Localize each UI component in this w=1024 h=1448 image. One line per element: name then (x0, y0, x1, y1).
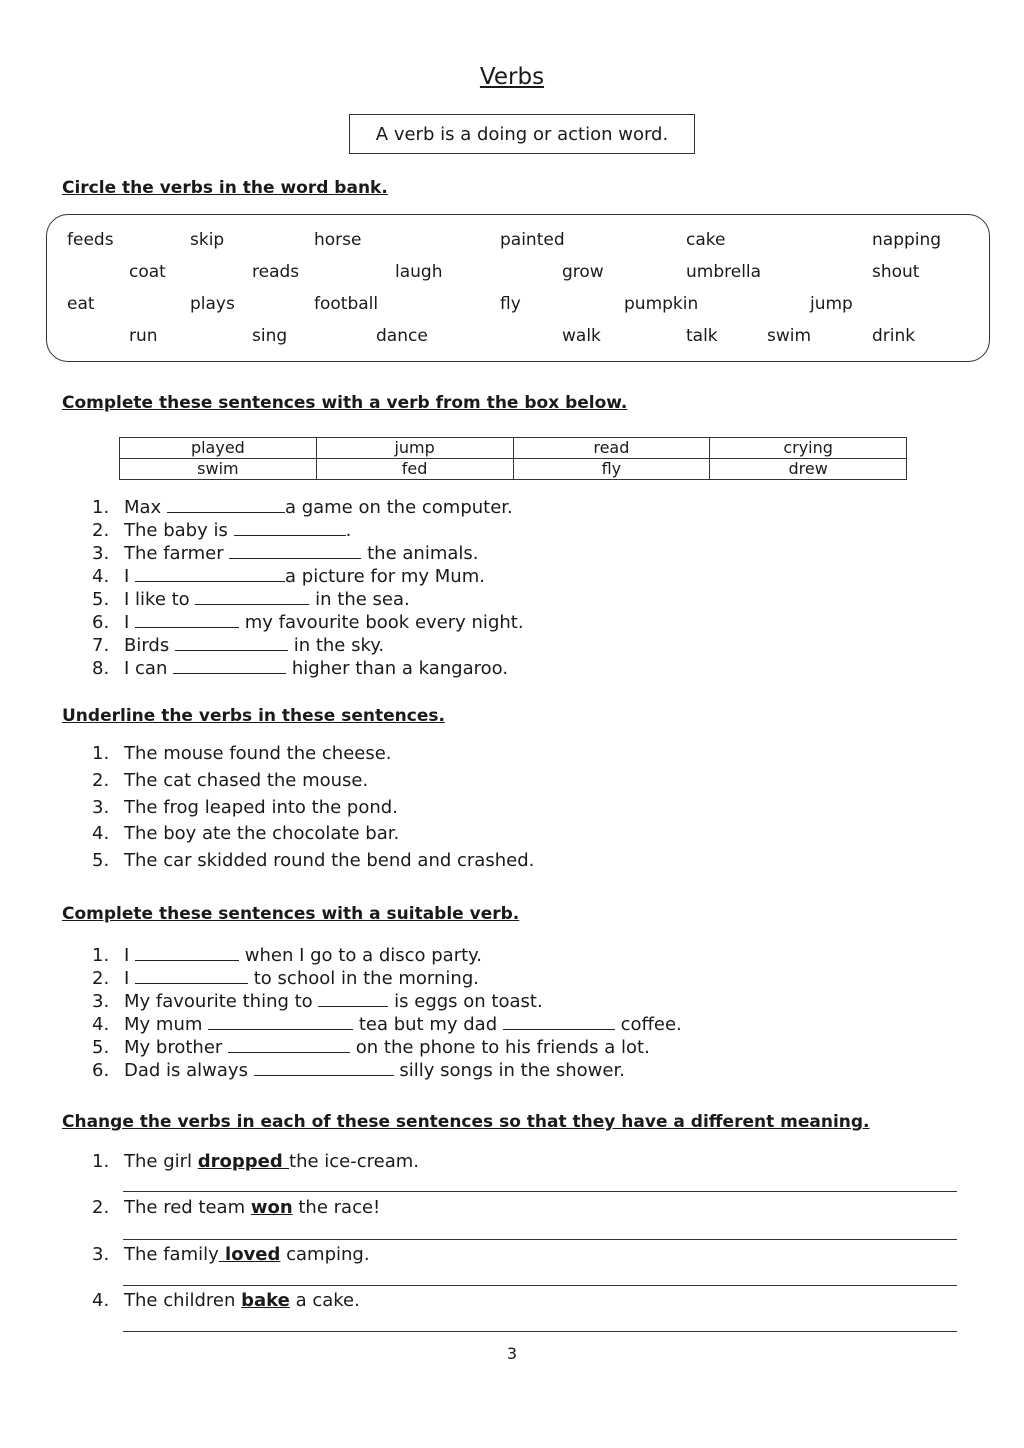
item-text: on the phone to his friends a lot. (350, 1037, 650, 1058)
item-number: 2. (92, 520, 110, 541)
verb-choice-cell: read (513, 438, 710, 459)
list-item (92, 635, 384, 656)
word-bank-word[interactable]: talk (686, 326, 718, 346)
word-bank-word[interactable]: fly (500, 294, 521, 314)
list-item (92, 850, 534, 871)
verb-choice-table (119, 437, 907, 480)
highlighted-verb: dropped (197, 1151, 290, 1172)
item-text: higher than a kangaroo. (286, 658, 509, 679)
list-item (92, 1197, 380, 1218)
item-number: 1. (92, 497, 110, 518)
answer-blank[interactable] (135, 969, 248, 984)
item-number: 5. (92, 1037, 110, 1058)
item-text: to school in the morning. (248, 968, 479, 989)
word-bank-word[interactable]: pumpkin (624, 294, 699, 314)
item-text: The family (124, 1244, 219, 1265)
highlighted-verb: won (250, 1197, 293, 1218)
item-text: I like to (124, 589, 196, 610)
item-text: My favourite thing to (124, 991, 319, 1012)
word-bank-word[interactable]: drink (872, 326, 916, 346)
answer-line[interactable] (123, 1285, 957, 1286)
item-text: The boy ate the chocolate bar. (124, 823, 400, 844)
item-number: 2. (92, 770, 110, 791)
item-text: the race! (292, 1197, 381, 1218)
item-text: The red team (124, 1197, 251, 1218)
verb-choice-cell: fly (513, 459, 710, 480)
item-number: 4. (92, 566, 110, 587)
answer-blank[interactable] (254, 1061, 394, 1076)
item-text: a picture for my Mum. (285, 566, 485, 587)
definition-box: A verb is a doing or action word. (349, 114, 695, 154)
list-item (92, 543, 478, 564)
item-text: when I go to a disco party. (239, 945, 482, 966)
list-item (92, 1014, 682, 1035)
word-bank-word[interactable]: eat (67, 294, 95, 314)
item-number: 2. (92, 1197, 110, 1218)
item-text: a game on the computer. (284, 497, 513, 518)
page-title: Verbs (479, 64, 545, 90)
heading-suitable-verb: Complete these sentences with a suitable verb. (62, 904, 520, 924)
item-text: camping. (280, 1244, 370, 1265)
item-text: . (345, 520, 352, 541)
item-text: The farmer (124, 543, 230, 564)
answer-blank[interactable] (208, 1015, 353, 1030)
list-item (92, 566, 485, 587)
item-text: My mum (124, 1014, 209, 1035)
item-number: 7. (92, 635, 110, 656)
answer-blank[interactable] (135, 567, 285, 582)
verb-choice-cell: crying (710, 438, 907, 459)
item-number: 6. (92, 1060, 110, 1081)
answer-blank[interactable] (234, 521, 346, 536)
item-text: silly songs in the shower. (393, 1060, 625, 1081)
item-text: The baby is (124, 520, 234, 541)
item-text: The girl (124, 1151, 198, 1172)
highlighted-verb: bake (241, 1290, 290, 1311)
item-number: 1. (92, 1151, 110, 1172)
list-item (92, 520, 351, 541)
item-text: Birds (124, 635, 175, 656)
list-item (92, 658, 508, 679)
word-bank-word[interactable]: skip (190, 230, 225, 250)
answer-blank[interactable] (318, 992, 388, 1007)
word-bank-word[interactable]: laugh (395, 262, 443, 282)
answer-line[interactable] (123, 1191, 957, 1192)
verb-choice-cell: swim (120, 459, 317, 480)
list-item (92, 743, 392, 764)
item-text: Max (124, 497, 167, 518)
word-bank-word[interactable]: cake (686, 230, 726, 250)
item-text: The car skidded round the bend and crashed. (124, 850, 535, 871)
word-bank-word[interactable]: jump (810, 294, 853, 314)
word-bank-word[interactable]: umbrella (686, 262, 762, 282)
answer-blank[interactable] (135, 613, 239, 628)
verb-choice-cell: fed (316, 459, 513, 480)
heading-circle-verbs: Circle the verbs in the word bank. (62, 178, 388, 198)
answer-blank[interactable] (175, 636, 288, 651)
word-bank-word[interactable]: coat (129, 262, 166, 282)
item-text: I (124, 566, 136, 587)
list-item (92, 1244, 370, 1265)
verb-choice-cell: played (120, 438, 317, 459)
item-text: The frog leaped into the pond. (124, 797, 398, 818)
item-text: in the sea. (309, 589, 410, 610)
answer-blank[interactable] (167, 498, 285, 513)
word-bank-word[interactable]: walk (562, 326, 601, 346)
item-text: I (124, 612, 136, 633)
item-number: 3. (92, 1244, 110, 1265)
word-bank-word[interactable]: plays (190, 294, 235, 314)
list-item (92, 1060, 625, 1081)
item-text: My brother (124, 1037, 229, 1058)
item-text: tea but my dad (353, 1014, 503, 1035)
item-number: 5. (92, 850, 110, 871)
item-text: in the sky. (287, 635, 385, 656)
item-text: I can (124, 658, 174, 679)
answer-blank[interactable] (173, 659, 286, 674)
item-number: 3. (92, 797, 110, 818)
item-text: the ice-cream. (289, 1151, 420, 1172)
highlighted-verb: loved (218, 1244, 281, 1265)
list-item (92, 1037, 650, 1058)
item-text: The mouse found the cheese. (124, 743, 392, 764)
answer-line[interactable] (123, 1331, 957, 1332)
item-number: 1. (92, 945, 110, 966)
word-bank-word[interactable]: painted (500, 230, 565, 250)
item-text: a cake. (289, 1290, 360, 1311)
item-text: the animals. (361, 543, 479, 564)
item-text: I (124, 968, 136, 989)
list-item (92, 589, 410, 610)
list-item (92, 945, 482, 966)
word-bank-word[interactable]: sing (252, 326, 288, 346)
word-bank-word[interactable]: swim (767, 326, 812, 346)
item-number: 3. (92, 543, 110, 564)
list-item (92, 612, 524, 633)
word-bank-word[interactable]: feeds (67, 230, 114, 250)
answer-blank[interactable] (229, 544, 361, 559)
item-number: 1. (92, 743, 110, 764)
item-text: I (124, 945, 136, 966)
list-item (92, 770, 368, 791)
word-bank-word[interactable]: shout (872, 262, 920, 282)
list-item (92, 968, 479, 989)
heading-complete-from-box: Complete these sentences with a verb from the box below. (62, 393, 628, 413)
verb-choice-cell: drew (710, 459, 907, 480)
word-bank-word[interactable]: football (314, 294, 379, 314)
item-number: 5. (92, 589, 110, 610)
item-number: 2. (92, 968, 110, 989)
answer-blank[interactable] (503, 1015, 615, 1030)
word-bank-word[interactable]: napping (872, 230, 942, 250)
item-number: 8. (92, 658, 110, 679)
item-text: coffee. (614, 1014, 682, 1035)
heading-underline-verbs: Underline the verbs in these sentences. (62, 706, 445, 726)
answer-blank[interactable] (135, 946, 239, 961)
list-item (92, 497, 513, 518)
item-number: 4. (92, 1014, 110, 1035)
page-number: 3 (506, 1344, 518, 1363)
list-item (92, 991, 543, 1012)
list-item (92, 797, 398, 818)
answer-blank[interactable] (195, 590, 309, 605)
list-item (92, 1151, 419, 1172)
heading-change-verbs: Change the verbs in each of these sentences so that they have a different meaning. (62, 1112, 870, 1132)
item-text: is eggs on toast. (388, 991, 543, 1012)
word-bank-word[interactable]: dance (376, 326, 428, 346)
list-item (92, 823, 399, 844)
word-bank-word[interactable]: horse (314, 230, 362, 250)
item-text: my favourite book every night. (239, 612, 524, 633)
item-text: The children (124, 1290, 242, 1311)
item-number: 4. (92, 1290, 110, 1311)
item-text: Dad is always (124, 1060, 254, 1081)
item-number: 4. (92, 823, 110, 844)
answer-line[interactable] (123, 1239, 957, 1240)
list-item (92, 1290, 360, 1311)
item-number: 6. (92, 612, 110, 633)
item-number: 3. (92, 991, 110, 1012)
item-text: The cat chased the mouse. (124, 770, 369, 791)
word-bank-word[interactable]: reads (252, 262, 300, 282)
verb-choice-cell: jump (316, 438, 513, 459)
word-bank-word[interactable]: grow (562, 262, 604, 282)
word-bank-word[interactable]: run (129, 326, 158, 346)
answer-blank[interactable] (228, 1038, 350, 1053)
